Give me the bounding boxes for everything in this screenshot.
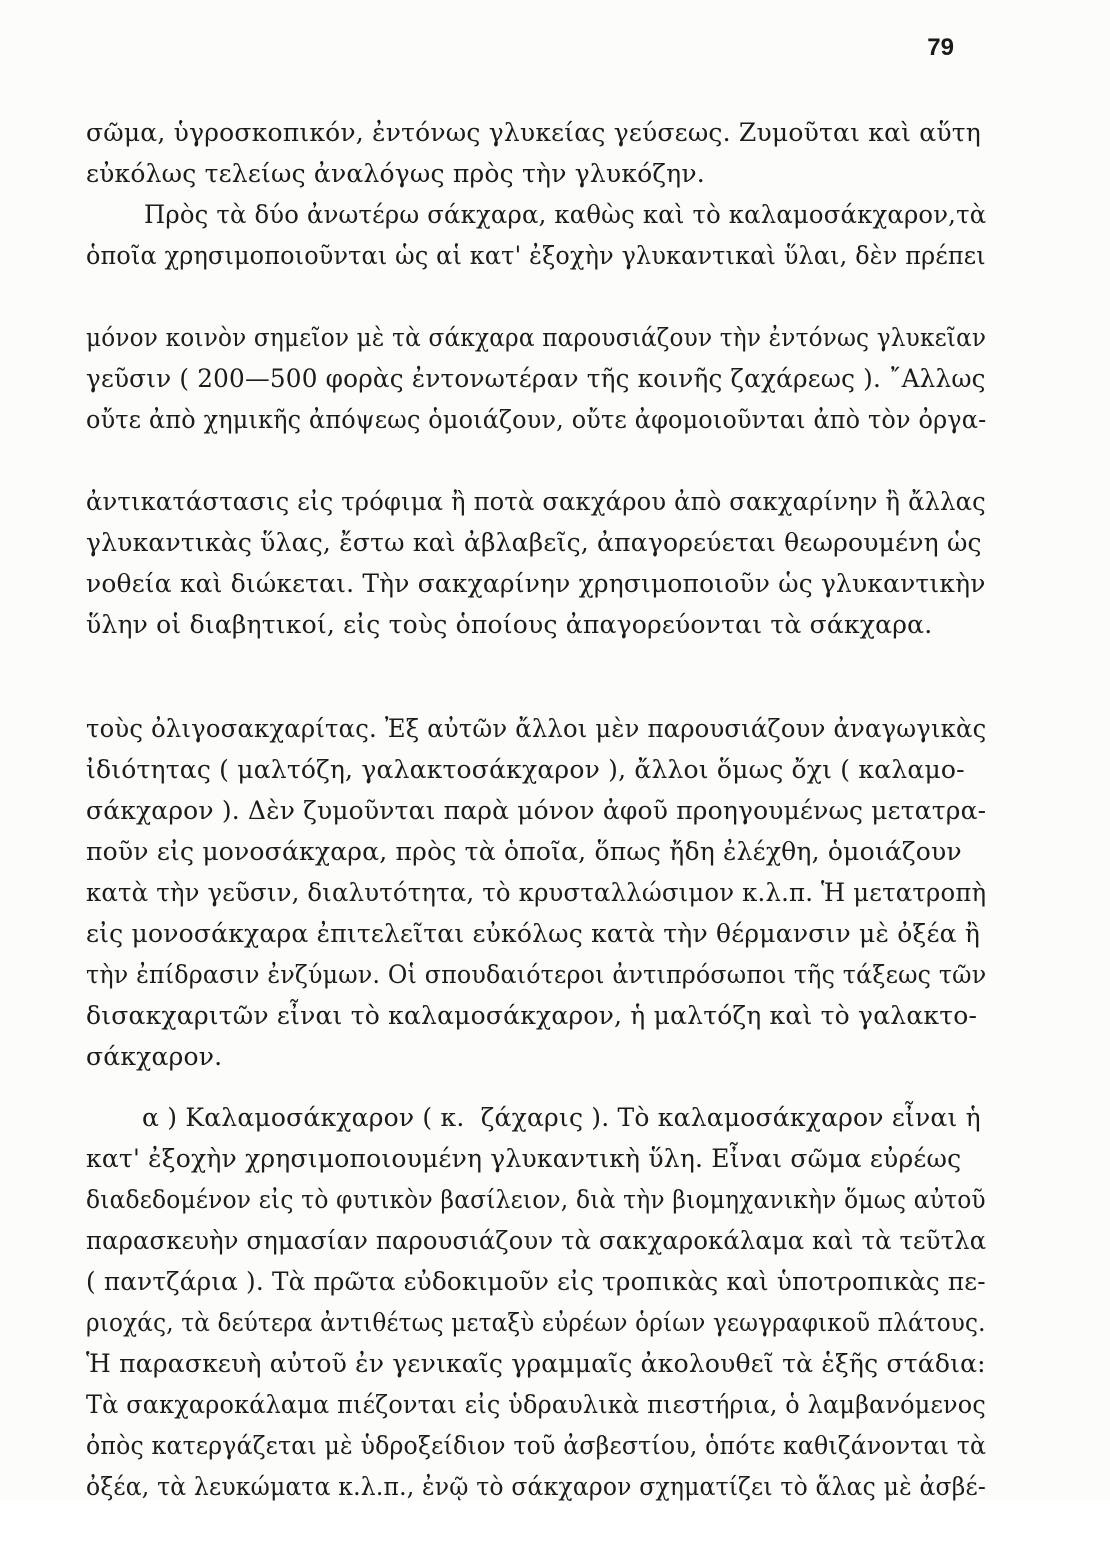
- text-segment: Τὰ σακχαροκάλαμα πιέζονται εἰς ὑδραυλικὰ πιεστήρια, ὁ λαμβανόμενος: [86, 1390, 986, 1419]
- text-segment: ὀπὸς κατεργάζεται μὲ ὑδροξείδιον τοῦ ἀσβεστίου, ὁπότε καθιζάνονται τὰ: [86, 1431, 986, 1460]
- text-line: [86, 1507, 986, 1548]
- text-line: [86, 872, 986, 913]
- text-line: [86, 235, 986, 276]
- text-segment: τὴν ἐπίδρασιν ἐνζύμων. Οἱ σπουδαιότεροι ἀντιπρόσωποι τῆς τάξεως τῶν: [86, 960, 986, 989]
- text-segment: σάκχαρον.: [86, 1042, 223, 1071]
- text-line: [86, 1466, 986, 1507]
- text-segment: ποῦν εἰς μονοσάκχαρα, πρὸς τὰ ὁποῖα, ὅπως ἤδη ἐλέχθη, ὁμοιάζουν: [86, 837, 962, 866]
- text-segment: δισακχαριτῶν εἶναι τὸ καλαμοσάκχαρον, ἡ μαλτόζη καὶ τὸ γαλακτο-: [86, 1001, 978, 1030]
- text-line: [86, 399, 986, 440]
- text-line: [86, 954, 986, 995]
- text-line: [86, 1138, 986, 1179]
- text-segment: Πρὸς τὰ δύο ἀνωτέρω σάκχαρα, καθὼς καὶ τὸ καλαμοσάκχαρον,τὰ: [144, 200, 986, 229]
- text-segment: σῶμα, ὑγροσκοπικόν, ἐντόνως γλυκείας γεύσεως. Ζυμοῦται καὶ αὕτη: [86, 118, 981, 147]
- page-number: 79: [927, 34, 954, 61]
- text-line: [86, 708, 986, 749]
- text-segment: [86, 1507, 986, 1548]
- text-line: [86, 276, 986, 317]
- text-segment: ὁποῖα χρησιμοποιοῦνται ὡς αἱ κατ' ἐξοχὴν γλυκαντικαὶ ὕλαι, δὲν πρέπει: [86, 241, 986, 270]
- text-segment: μόνον κοινὸν σημεῖον μὲ τὰ σάκχαρα παρουσιάζουν τὴν ἐντόνως γλυκεῖαν: [86, 323, 986, 352]
- text-segment: [86, 667, 986, 708]
- text-segment: γεῦσιν ( 200—500 φορὰς ἐντονωτέραν τῆς κοινῆς ζαχάρεως ). ῎Αλλως: [86, 364, 986, 393]
- text-line: [86, 563, 986, 604]
- text-line: [86, 790, 986, 831]
- text-line: [86, 1384, 986, 1425]
- text-segment: διαδεδομένον εἰς τὸ φυτικὸν βασίλειον, διὰ τὴν βιομηχανικὴν ὅμως αὐτοῦ: [86, 1185, 986, 1214]
- text-line: [86, 831, 986, 872]
- text-line: [86, 1343, 986, 1384]
- text-line: [86, 153, 986, 194]
- text-segment: νοθεία καὶ διώκεται. Τὴν σακχαρίνην χρησιμοποιοῦν ὡς γλυκαντικὴν: [86, 569, 986, 598]
- text-segment: κατὰ τὴν γεῦσιν, διαλυτότητα, τὸ κρυσταλλώσιμον κ.λ.π. Ἡ μετατροπὴ: [86, 878, 986, 907]
- text-line: [86, 481, 986, 522]
- text-line: [86, 1179, 986, 1220]
- text-segment: ἀντικατάστασις εἰς τρόφιμα ἢ ποτὰ σακχάρου ἀπὸ σακχαρίνην ἢ ἄλλας: [86, 487, 986, 516]
- text-line: [86, 317, 986, 358]
- text-segment: ὕλην οἱ διαβητικοί, εἰς τοὺς ὁποίους ἀπαγορεύονται τὰ σάκχαρα.: [86, 610, 933, 639]
- text-segment: ὀξέα, τὰ λευκώματα κ.λ.π., ἐνῷ τὸ σάκχαρον σχηματίζει τὸ ἅλας μὲ ἀσβέ-: [86, 1472, 986, 1501]
- text-line: [86, 667, 986, 708]
- text-line: [86, 1261, 986, 1302]
- text-segment: γλυκαντικὰς ὕλας, ἔστω καὶ ἀβλαβεῖς, ἀπαγορεύεται θεωρουμένη ὡς: [86, 528, 982, 557]
- text-line: [86, 1097, 986, 1138]
- text-segment: τοὺς ὀλιγοσακχαρίτας. Ἐξ αὐτῶν ἄλλοι μὲν παρουσιάζουν ἀναγωγικὰς: [86, 714, 986, 743]
- text-segment: εὐκόλως τελείως ἀναλόγως πρὸς τὴν γλυκόζην.: [86, 159, 705, 188]
- text-line: [86, 440, 986, 481]
- text-segment: παρασκευὴν σημασίαν παρουσιάζουν τὰ σακχαροκάλαμα καὶ τὰ τεῦτλα: [86, 1226, 986, 1255]
- text-segment: ( παντζάρια ). Τὰ πρῶτα εὐδοκιμοῦν εἰς τροπικὰς καὶ ὑποτροπικὰς πε-: [86, 1267, 986, 1296]
- text-line: [86, 358, 986, 399]
- text-line: [86, 1425, 986, 1466]
- text-segment: Ἡ παρασκευὴ αὐτοῦ ἐν γενικαῖς γραμμαῖς ἀκολουθεῖ τὰ ἑξῆς στάδια:: [86, 1349, 986, 1378]
- text-segment: [86, 440, 986, 481]
- text-line: [86, 1036, 986, 1077]
- text-segment: εἰς μονοσάκχαρα ἐπιτελεῖται εὐκόλως κατὰ τὴν θέρμανσιν μὲ ὀξέα ἢ: [86, 919, 981, 948]
- text-line: [86, 522, 986, 563]
- text-segment: ριοχάς, τὰ δεύτερα ἀντιθέτως μεταξὺ εὐρέων ὁρίων γεωγραφικοῦ πλάτους.: [86, 1308, 986, 1337]
- text-segment: [86, 276, 986, 317]
- text-line: [86, 112, 986, 153]
- text-segment: α ) Καλαμοσάκχαρον ( κ. ζάχαρις ). Τὸ καλαμοσάκχαρον εἶναι ἡ: [142, 1103, 981, 1132]
- text-line: [86, 1220, 986, 1261]
- page-text: [86, 112, 986, 1548]
- text-segment: κατ' ἐξοχὴν χρησιμοποιουμένη γλυκαντικὴ ὕλη. Εἶναι σῶμα εὐρέως: [86, 1144, 962, 1173]
- text-line: [86, 194, 986, 235]
- text-segment: οὔτε ἀπὸ χημικῆς ἀπόψεως ὁμοιάζουν, οὔτε ἀφομοιοῦνται ἀπὸ τὸν ὀργα-: [86, 405, 986, 434]
- text-line: [86, 604, 986, 645]
- text-line: [86, 913, 986, 954]
- text-line: [86, 995, 986, 1036]
- text-line: [86, 749, 986, 790]
- text-line: [86, 1302, 986, 1343]
- text-segment: ἰδιότητας ( μαλτόζη, γαλακτοσάκχαρον ), ἄλλοι ὅμως ὄχι ( καλαμο-: [86, 755, 965, 784]
- text-segment: σάκχαρον ). Δὲν ζυμοῦνται παρὰ μόνον ἀφοῦ προηγουμένως μετατρα-: [86, 796, 986, 825]
